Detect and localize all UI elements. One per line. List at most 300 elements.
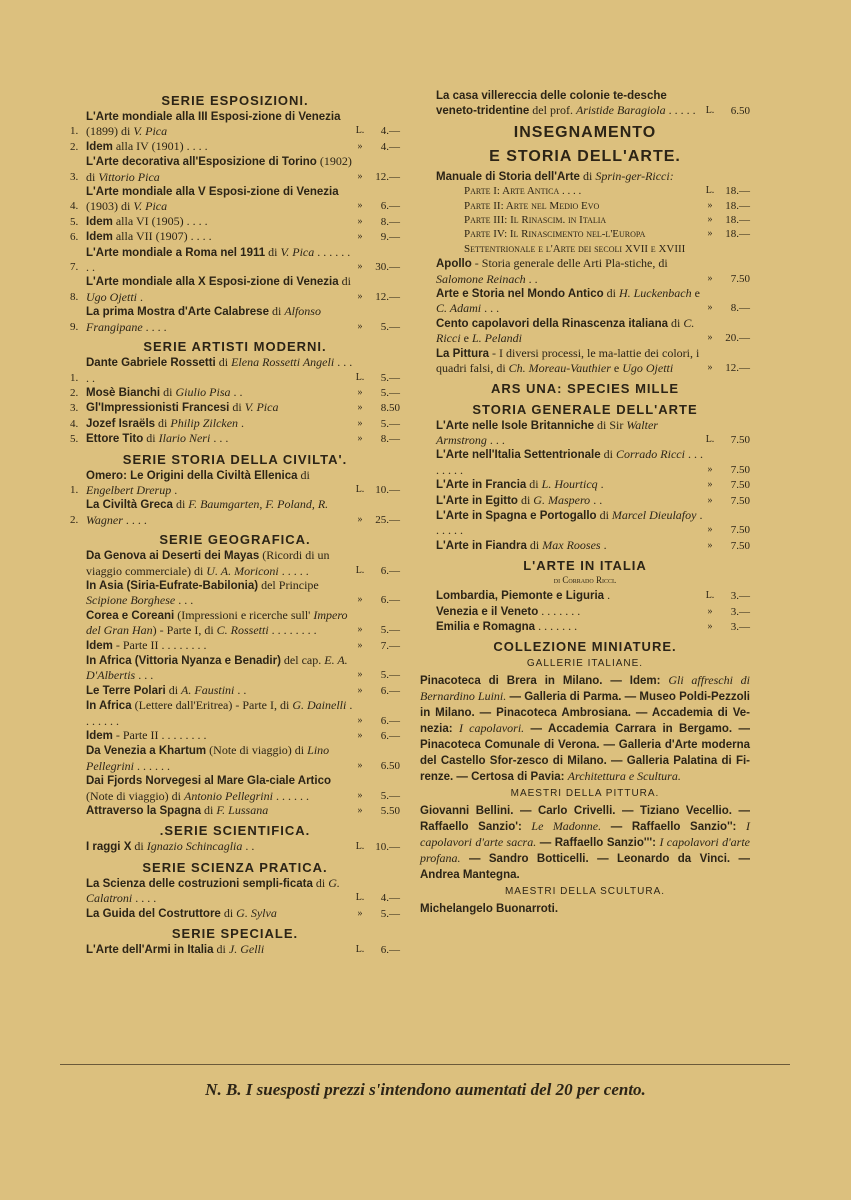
entry-description (86, 468, 354, 498)
price: 6.— (380, 944, 400, 957)
collection-title: — Accademia Carrara in Bergamo. — Pinacoteca Comunale di Verona. — Galleria d'Arte moderna del Castello Sfor-zesco di Milano. — Galleria Palatina di Fi-renze. — Certosa di Pavia: (420, 723, 750, 784)
entry-title: Idem (86, 215, 113, 228)
entry-description (86, 355, 354, 385)
entry-description (86, 638, 354, 653)
entry-number: 2. (70, 513, 79, 526)
entry-text: di (526, 537, 543, 552)
entry-number: 4. (70, 417, 79, 430)
entry-number: 3. (70, 402, 79, 415)
price: 9.— (380, 231, 400, 244)
entry-text: di (579, 168, 596, 183)
entry-author: J. Gelli (228, 942, 265, 957)
entry-description (86, 728, 354, 743)
price: 6.50 (730, 105, 750, 118)
entry-author: G. Maspero (533, 492, 591, 507)
entry-text: . . . . (122, 512, 147, 527)
entry-text: (1899) di (86, 124, 134, 139)
entry-text: di (265, 244, 281, 259)
collection-title: Michelangelo Buonarroti. (420, 903, 559, 916)
entry-description (86, 416, 354, 431)
price: 8.— (380, 215, 400, 228)
entry-title: Venezia e il Veneto (436, 605, 539, 618)
entry-text: di (220, 905, 237, 920)
price: 5.— (380, 907, 400, 920)
entry-author: G. Sylva (236, 905, 277, 920)
entry-number: 3. (70, 170, 79, 183)
price: 7.— (380, 639, 400, 652)
catalog-entry (70, 245, 400, 275)
entry-text: alla VII (1907) . . . . (112, 229, 212, 244)
entry-text: e (610, 361, 623, 376)
currency-mark: » (357, 320, 363, 332)
entry-text: di (338, 274, 351, 289)
entry-title: Gl'Impressionisti Francesi (86, 402, 230, 415)
price: 5.— (380, 624, 400, 637)
price: 7.50 (730, 272, 750, 285)
collection-title: — Raffaello Sanzio''': (536, 837, 660, 850)
entry-text: ) - Parte I, di (152, 623, 217, 638)
entry-author: A. Faustini (181, 682, 235, 697)
catalog-entry (420, 256, 750, 286)
collection-subtitle: I capolavori d'arte sacra. (420, 819, 750, 850)
collection-list (420, 803, 750, 883)
footer-note: N. B. I suesposti prezzi s'intendono aumentati del 20 per cento. (205, 1080, 646, 1099)
volume-entry (420, 184, 750, 198)
currency-mark: » (357, 140, 363, 152)
entry-text: . . . . . . . . (86, 244, 351, 275)
entry-title: L'Arte nelle Isole Britanniche (436, 419, 595, 432)
price: 6.— (380, 564, 400, 577)
entry-description (436, 316, 704, 346)
price: 12.— (375, 290, 400, 303)
entry-title: Apollo (436, 258, 472, 271)
currency-mark: » (707, 214, 713, 226)
catalog-entry (420, 619, 750, 634)
entry-text: di (297, 467, 310, 482)
entry-author: L. Pelandi (471, 331, 522, 346)
entry-text: . . (590, 492, 603, 507)
entry-text: . . . . . (665, 103, 696, 118)
catalog-entry (70, 803, 400, 818)
right-column (420, 88, 750, 917)
price: 5.— (380, 669, 400, 682)
section-heading-maestri-della-pittura: MAESTRI DELLA PITTURA. (510, 788, 660, 800)
currency-mark: » (357, 669, 363, 681)
price: 5.— (380, 386, 400, 399)
price: 5.— (380, 320, 400, 333)
entry-text: . . . . . . . (535, 618, 578, 633)
entry-author: C. Rossetti (216, 623, 269, 638)
catalog-entry (70, 773, 400, 803)
entry-title: Idem (86, 231, 113, 244)
entry-author: F. Lussana (216, 803, 269, 818)
entry-title: Corea e Coreani (86, 609, 175, 622)
catalog-entry (70, 743, 400, 773)
section-heading-serie-geografica: SERIE GEOGRAFICA. (159, 532, 311, 548)
entry-text: . (137, 289, 143, 304)
catalog-entry (70, 683, 400, 698)
price: 4.— (380, 140, 400, 153)
entry-text: di (201, 803, 217, 818)
entry-description (436, 477, 704, 492)
entry-description (86, 743, 354, 773)
catalog-entry (70, 698, 400, 728)
currency-mark: » (357, 684, 363, 696)
entry-author: Ignazio Schincaglia (146, 839, 243, 854)
entry-text: . . (242, 839, 255, 854)
entry-text: e (691, 286, 700, 301)
entry-title: Lombardia, Piemonte e Liguria (436, 590, 605, 603)
entry-text: di (526, 477, 542, 492)
entry-description (86, 942, 354, 957)
entry-description (86, 431, 354, 446)
catalog-entry (70, 468, 400, 498)
currency-mark: » (707, 524, 713, 536)
entry-title: L'Arte mondiale alla V Esposi-zione di Venezia (86, 186, 339, 199)
currency-mark: » (357, 789, 363, 801)
price: 5.— (380, 417, 400, 430)
price: 18.— (725, 214, 750, 227)
price: 7.50 (730, 524, 750, 537)
currency-mark: L. (705, 185, 715, 197)
catalog-entry (420, 493, 750, 508)
entry-author: Salomone Reinach (436, 271, 526, 286)
entry-text: . . . . . (86, 355, 353, 385)
price: 3.— (730, 620, 750, 633)
entry-description (86, 653, 354, 683)
volume-entry (420, 227, 750, 256)
entry-number: 1. (70, 483, 79, 496)
collection-list (420, 673, 750, 785)
currency-mark: » (357, 907, 363, 919)
catalog-entry (70, 431, 400, 446)
entry-title: In Africa (Vittoria Nyanza e Benadir) (86, 655, 281, 667)
price: 5.— (380, 371, 400, 384)
entry-text: - I diversi processi, le ma-lattie dei colori, i quadri falsi, di (436, 345, 700, 376)
entry-title: La Civiltà Greca (86, 499, 173, 512)
collection-subtitle: Architettura e Scultura. (567, 769, 681, 784)
price: 4.— (380, 892, 400, 905)
catalog-entry (70, 638, 400, 653)
entry-description (436, 256, 704, 286)
catalog-entry (70, 274, 400, 304)
entry-title: Emilia e Romagna (436, 620, 536, 633)
catalog-entry (70, 728, 400, 743)
entry-author: U. A. Moriconi (206, 563, 279, 578)
entry-author: Engelbert Drerup (86, 482, 172, 497)
entry-text: (1903) di (86, 199, 134, 214)
entry-text: . . . . . (278, 563, 309, 578)
entry-author: V. Pica (244, 400, 279, 415)
catalog-entry (420, 286, 750, 316)
entry-description (86, 548, 354, 578)
section-heading-insegnamento: INSEGNAMENTO (513, 123, 657, 141)
section-heading-storia-generale-dell-arte: STORIA GENERALE DELL'ARTE (472, 401, 698, 417)
currency-mark: » (357, 594, 363, 606)
entry-number: 1. (70, 125, 79, 138)
collection-title: — Sandro Botticelli. — Leonardo da Vinci. — Andrea Mantegna. (420, 853, 750, 882)
entry-author: V. Pica (133, 124, 168, 139)
entry-author: Philip Zilcken (170, 415, 239, 430)
entry-text: . . . . . . . (538, 603, 581, 618)
entry-description (436, 619, 704, 634)
entry-author: Ugo Ojetti (86, 289, 137, 304)
catalog-entry (70, 876, 400, 906)
entry-author: Corrado Ricci (615, 447, 685, 462)
entry-description (436, 493, 704, 508)
currency-mark: L. (355, 892, 365, 904)
entry-author: C. Ricci (436, 315, 695, 346)
entry-title: I raggi X (86, 841, 132, 854)
section-heading-serie-scientifica: .SERIE SCIENTIFICA. (159, 823, 311, 839)
entry-text: di (172, 497, 189, 512)
entry-text: alla IV (1901) . . . . (112, 138, 208, 153)
currency-mark: » (357, 231, 363, 243)
entry-text: del cap. (280, 653, 325, 667)
entry-author: Vittorio Pica (98, 169, 160, 184)
entry-text: (Ricordi di un viaggio commerciale) di (86, 548, 330, 578)
entry-text: di (668, 315, 684, 330)
entry-text: di (229, 400, 245, 415)
entry-title: Arte e Storia nel Mondo Antico (436, 288, 604, 301)
entry-description (86, 497, 354, 527)
catalog-entry (70, 214, 400, 229)
price: 6.— (380, 684, 400, 697)
price: 10.— (375, 841, 400, 854)
entry-description (436, 588, 704, 603)
entry-description (436, 286, 704, 316)
catalog-entry (420, 447, 750, 477)
currency-mark: L. (705, 590, 715, 602)
currency-mark: L. (355, 125, 365, 137)
entry-description (86, 876, 354, 906)
entry-text: e (460, 331, 472, 346)
price: 6.— (380, 714, 400, 727)
entry-title: La casa villereccia delle colonie te-desche veneto-tridentine (436, 90, 667, 118)
entry-title: L'Arte mondiale a Roma nel 1911 (86, 246, 266, 259)
entry-description (436, 508, 704, 538)
entry-text: (Impressioni e ricerche sull' (174, 607, 314, 622)
entry-text: - Parte II . . . . . . . . (112, 637, 207, 652)
section-heading-serie-scienza-pratica: SERIE SCIENZA PRATICA. (142, 859, 328, 875)
entry-text: di (596, 507, 612, 522)
entry-text: di (143, 431, 159, 446)
entry-author: Ilario Neri (158, 431, 211, 446)
entry-title: Ettore Tito (86, 433, 144, 446)
entry-author: G. Dainelli (292, 698, 347, 713)
entry-author: V. Pica (280, 244, 315, 259)
collection-title: Giovanni Bellini. — Carlo Crivelli. — Tiziano Vecellio. — Raffaello Sanzio': (420, 805, 750, 834)
entry-author: C. Adami (436, 301, 482, 316)
volume-entry (420, 199, 750, 213)
price: 6.— (380, 730, 400, 743)
entry-description (86, 698, 354, 728)
entry-author: Impero del Gran Han (86, 607, 348, 638)
entry-text: . . . . . . (436, 507, 703, 538)
entry-description (86, 139, 354, 154)
entry-text: . . . (486, 432, 505, 447)
entry-text: del prof. (529, 103, 576, 118)
price: 3.— (730, 590, 750, 603)
entry-author: Alfonso Frangipane (86, 304, 321, 334)
entry-title: Idem (86, 140, 113, 153)
entry-text: di (603, 286, 619, 301)
entry-description (86, 154, 354, 184)
entry-author: Walter Armstrong (436, 417, 658, 447)
section-heading-ars-una-species-mille: ARS UNA: SPECIES MILLE (490, 380, 680, 396)
entry-description (86, 109, 354, 139)
entry-description (436, 88, 704, 119)
catalog-entry (70, 839, 400, 854)
currency-mark: L. (705, 105, 715, 117)
left-column (70, 88, 400, 958)
currency-mark: » (357, 261, 363, 273)
entry-title: L'Arte mondiale alla X Esposi-zione di Venezia (86, 276, 339, 289)
entry-description (436, 169, 704, 184)
entry-title: Attraverso la Spagna (86, 805, 202, 818)
entry-text: . (597, 477, 604, 492)
entry-text: di (155, 415, 171, 430)
currency-mark: » (357, 290, 363, 302)
price: 30.— (375, 261, 400, 274)
entry-title: La Pittura (436, 347, 490, 360)
catalog-entry (70, 548, 400, 578)
entry-description (86, 578, 354, 608)
catalog-entry (70, 304, 400, 334)
price: 7.50 (730, 494, 750, 507)
catalog-entry (70, 355, 400, 385)
currency-mark: » (707, 479, 713, 491)
entry-text: (Note di viaggio) di (206, 743, 308, 758)
entry-title: Da Venezia a Khartum (86, 745, 207, 758)
entry-text: . . . (481, 301, 500, 316)
volume-title: Parte II: Arte nel Medio Evo (464, 199, 600, 212)
entry-author: Sprin-ger-Ricci: (595, 168, 674, 183)
section-heading-serie-artisti-moderni: SERIE ARTISTI MODERNI. (143, 339, 327, 355)
entry-text: . . . . (132, 891, 157, 906)
catalog-entry (70, 906, 400, 921)
currency-mark: L. (355, 564, 365, 576)
catalog-entry (70, 653, 400, 683)
entry-number: 9. (70, 320, 79, 333)
price: 18.— (725, 185, 750, 198)
entry-description (436, 538, 704, 553)
price: 7.50 (730, 463, 750, 476)
catalog-entry (420, 538, 750, 553)
entry-description (86, 803, 354, 818)
volume-title: Parte III: Il Rinascim. in Italia (464, 214, 607, 227)
entry-description (86, 683, 354, 698)
catalog-entry (70, 109, 400, 139)
entry-number: 1. (70, 371, 79, 384)
entry-number: 2. (70, 140, 79, 153)
catalog-entry (70, 578, 400, 608)
catalog-entry (70, 416, 400, 431)
entry-author: G. Calatroni (86, 875, 340, 906)
currency-mark: » (357, 402, 363, 414)
currency-mark: L. (355, 944, 365, 956)
entry-title: L'Arte decorativa all'Esposizione di Torino (86, 156, 317, 169)
entry-text: alla VI (1905) . . . . (112, 213, 208, 228)
catalog-entry (70, 942, 400, 957)
entry-text: di (600, 447, 616, 462)
section-heading-gallerie-italiane: GALLERIE ITALIANE. (526, 658, 644, 670)
currency-mark: » (357, 759, 363, 771)
catalog-entry (420, 418, 750, 448)
price: 25.— (375, 513, 400, 526)
entry-title: La Guida del Costruttore (86, 907, 221, 920)
entry-title: Dante Gabriele Rossetti (86, 357, 216, 370)
entry-text: . (238, 415, 245, 430)
entry-author: V. Pica (133, 199, 168, 214)
catalog-entry (70, 497, 400, 527)
currency-mark: » (707, 272, 713, 284)
entry-title: L'Arte in Spagna e Portogallo (436, 509, 597, 522)
currency-mark: L. (355, 841, 365, 853)
entry-text: . . . . . . . (86, 698, 353, 728)
currency-mark: » (357, 805, 363, 817)
currency-mark: » (707, 620, 713, 632)
entry-author: Marcel Dieulafoy (611, 507, 697, 522)
entry-title: In Asia (Siria-Eufrate-Babilonia) (86, 579, 259, 592)
entry-author: H. Luckenbach (618, 286, 692, 301)
entry-description (86, 274, 354, 304)
entry-title: L'Arte nell'Italia Settentrionale (436, 449, 601, 462)
entry-author: L. Hourticq (541, 477, 598, 492)
catalog-entry (420, 508, 750, 538)
section-heading-serie-storia-della-civilta: SERIE STORIA DELLA CIVILTA'. (122, 451, 348, 467)
currency-mark: » (357, 433, 363, 445)
entry-title: Mosè Bianchi (86, 386, 161, 399)
section-heading-serie-esposizioni: SERIE ESPOSIZIONI. (161, 93, 309, 108)
entry-text: di (131, 839, 147, 854)
entry-number: 4. (70, 200, 79, 213)
entry-number: 2. (70, 386, 79, 399)
entry-text: del Principe (258, 577, 319, 592)
currency-mark: » (707, 539, 713, 551)
catalog-entry (70, 184, 400, 214)
collection-subtitle: I capolavori d'arte profana. (420, 835, 750, 866)
currency-mark: » (357, 200, 363, 212)
entry-author: F. Baumgarten, F. Poland, R. Wagner (86, 497, 329, 527)
catalog-entry (420, 604, 750, 619)
entry-text: di (268, 304, 285, 319)
entry-title: Jozef Israëls (86, 417, 156, 430)
collection-title: — Galleria di Parma. — Museo Poldi-Pezzoli in Milano. — Pinacoteca Ambrosiana. — Accademia di Ve-nezia: (420, 691, 750, 736)
section-heading-maestri-della-scultura: MAESTRI DELLA SCULTURA. (504, 886, 666, 898)
volume-title: Parte IV: Il Rinascimento nel-l'Europa Settentrionale e l'Arte dei secoli XVII e XVIII (464, 228, 686, 255)
entry-text: . . (525, 271, 538, 286)
entry-author: Giulio Pisa (175, 384, 231, 399)
price: 8.— (380, 433, 400, 446)
currency-mark: » (707, 199, 713, 211)
entry-author: Antonio Pellegrini (183, 788, 273, 803)
catalog-entry (420, 316, 750, 346)
currency-mark: » (357, 417, 363, 429)
price: 7.50 (730, 433, 750, 446)
catalog-entry (70, 400, 400, 415)
section-heading-collezione-miniature: COLLEZIONE MINIATURE. (493, 639, 677, 655)
entry-text: . . . . (142, 319, 167, 334)
entry-title: Le Terre Polari (86, 684, 166, 697)
entry-description (86, 608, 354, 638)
entry-text: . (600, 537, 607, 552)
entry-text: - Parte II . . . . . . . . (112, 728, 207, 743)
entry-title: Idem (86, 730, 113, 743)
catalog-entry (70, 139, 400, 154)
currency-mark: » (707, 362, 713, 374)
section-heading-l-arte-in-italia: L'ARTE IN ITALIA (523, 558, 647, 574)
